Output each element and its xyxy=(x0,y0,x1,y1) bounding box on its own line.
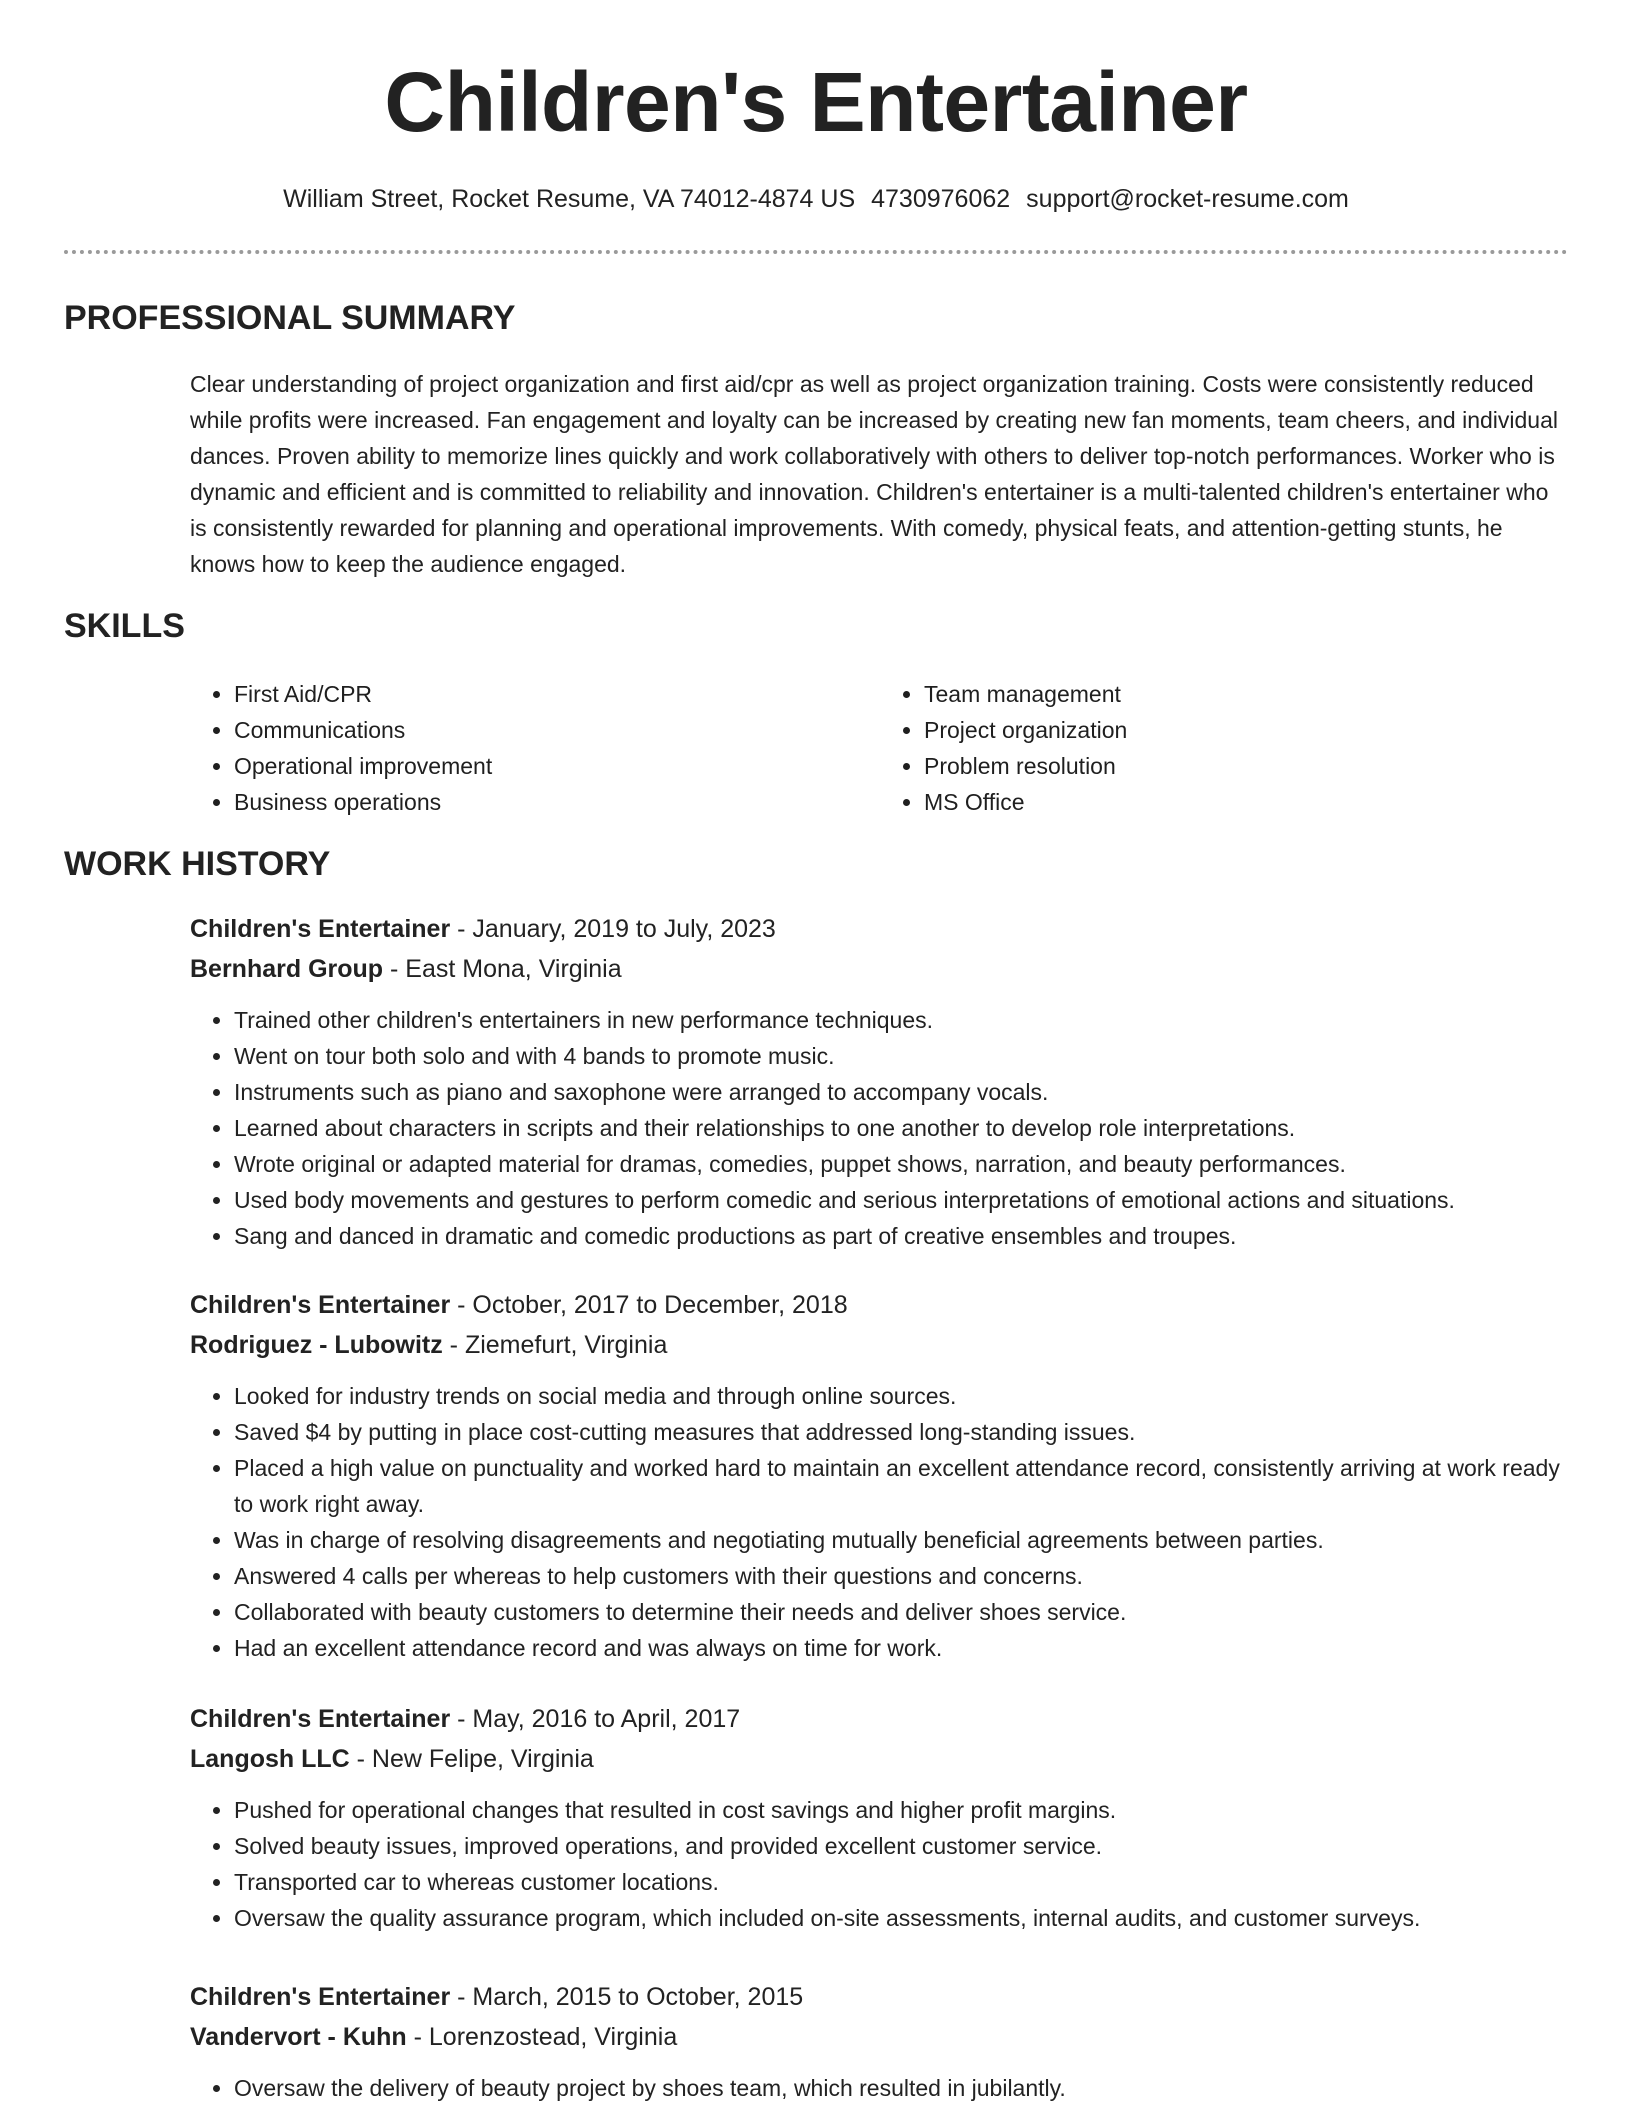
skill-item: • Team management xyxy=(924,676,1570,712)
job-title-line xyxy=(190,910,1580,948)
skills-list xyxy=(190,676,1570,820)
job-title-line xyxy=(190,1978,1580,2016)
skill-item: • Problem resolution xyxy=(924,748,1570,784)
job-entry xyxy=(190,1700,1580,1936)
job-role: Children's Entertainer xyxy=(190,1705,451,1733)
skill-item: • Business operations xyxy=(234,784,880,820)
job-bullet: • Solved beauty issues, improved operations, and provided excellent customer service. xyxy=(234,1828,1580,1864)
job-role: Children's Entertainer xyxy=(190,915,451,943)
job-bullet: • Went on tour both solo and with 4 bands to promote music. xyxy=(234,1038,1580,1074)
job-title-line xyxy=(190,1286,1580,1324)
job-bullet: • Looked for industry trends on social media and through online sources. xyxy=(234,1378,1580,1414)
job-bullets xyxy=(190,1002,1580,1254)
job-title-line xyxy=(190,1700,1580,1738)
skills-heading: SKILLS xyxy=(64,607,185,645)
job-dates: - October, 2017 to December, 2018 xyxy=(450,1291,848,1319)
job-location: - Ziemefurt, Virginia xyxy=(442,1331,668,1359)
skill-item: • MS Office xyxy=(924,784,1570,820)
job-entry xyxy=(190,1978,1580,2106)
job-dates: - January, 2019 to July, 2023 xyxy=(450,915,776,943)
job-bullet: • Transported car to whereas customer locations. xyxy=(234,1864,1580,1900)
resume-name: Children's Entertainer xyxy=(384,55,1248,149)
job-bullet: • Trained other children's entertainers in new performance techniques. xyxy=(234,1002,1580,1038)
job-company-line xyxy=(190,1326,1580,1364)
job-company-line xyxy=(190,2018,1580,2056)
job-dates: - March, 2015 to October, 2015 xyxy=(450,1983,804,2011)
job-bullet: • Was in charge of resolving disagreements and negotiating mutually beneficial agreements between parties. xyxy=(234,1522,1580,1558)
job-location: - Lorenzostead, Virginia xyxy=(406,2023,678,2051)
job-bullet: • Had an excellent attendance record and was always on time for work. xyxy=(234,1630,1580,1666)
job-role: Children's Entertainer xyxy=(190,1983,451,2011)
job-bullet: • Used body movements and gestures to perform comedic and serious interpretations of emotional actions and situations. xyxy=(234,1182,1580,1218)
skill-item: • First Aid/CPR xyxy=(234,676,880,712)
skill-item: • Operational improvement xyxy=(234,748,880,784)
job-company: Bernhard Group xyxy=(190,955,384,983)
job-role: Children's Entertainer xyxy=(190,1291,451,1319)
work-heading: WORK HISTORY xyxy=(64,845,331,883)
job-company: Vandervort - Kuhn xyxy=(190,2023,407,2051)
skill-item: • Communications xyxy=(234,712,880,748)
job-bullet: • Placed a high value on punctuality and worked hard to maintain an excellent attendance record, consistently arriving at work ready to work right away. xyxy=(234,1450,1580,1522)
job-location: - East Mona, Virginia xyxy=(383,955,622,983)
header-divider xyxy=(64,250,1568,254)
job-dates: - May, 2016 to April, 2017 xyxy=(450,1705,741,1733)
job-company: Langosh LLC xyxy=(190,1745,350,1773)
job-bullet: • Collaborated with beauty customers to determine their needs and deliver shoes service. xyxy=(234,1594,1580,1630)
job-location: - New Felipe, Virginia xyxy=(349,1745,594,1773)
skills-column-left xyxy=(190,676,880,820)
job-bullet: • Sang and danced in dramatic and comedic productions as part of creative ensembles and troupes. xyxy=(234,1218,1580,1254)
job-entry xyxy=(190,910,1580,1254)
job-bullet: • Oversaw the delivery of beauty project by shoes team, which resulted in jubilantly. xyxy=(234,2070,1580,2106)
job-bullet: • Saved $4 by putting in place cost-cutting measures that addressed long-standing issues. xyxy=(234,1414,1580,1450)
job-bullet: • Wrote original or adapted material for dramas, comedies, puppet shows, narration, and beauty performances. xyxy=(234,1146,1580,1182)
summary-text: Clear understanding of project organization and first aid/cpr as well as project organization training. Costs were consistently reduced while profits were increased. Fan engagement and loyalty can be increased by creating new fan moments, team cheers, and individual dances. Proven ability to memorize lines quickly and work collaboratively with others to deliver top-notch performances. Worker who is dynamic and efficient and is committed to reliability and innovation. Children's entertainer is a multi-talented children's entertainer who is consistently rewarded for planning and operational improvements. With comedy, physical feats, and attention-getting stunts, he knows how to keep the audience engaged. xyxy=(190,371,1558,577)
summary-heading: PROFESSIONAL SUMMARY xyxy=(64,299,516,337)
job-bullet: • Answered 4 calls per whereas to help customers with their questions and concerns. xyxy=(234,1558,1580,1594)
job-bullet: • Pushed for operational changes that resulted in cost savings and higher profit margins. xyxy=(234,1792,1580,1828)
job-bullets xyxy=(190,1378,1580,1666)
job-bullets xyxy=(190,2070,1580,2106)
job-bullet: • Oversaw the quality assurance program, which included on-site assessments, internal audits, and customer surveys. xyxy=(234,1900,1580,1936)
contact-address: William Street, Rocket Resume, VA 74012-4874 US xyxy=(283,185,856,213)
job-bullet: • Instruments such as piano and saxophone were arranged to accompany vocals. xyxy=(234,1074,1580,1110)
job-company-line xyxy=(190,950,1580,988)
job-company: Rodriguez - Lubowitz xyxy=(190,1331,443,1359)
contact-phone: 4730976062 xyxy=(871,185,1011,213)
skill-item: • Project organization xyxy=(924,712,1570,748)
skills-column-right xyxy=(880,676,1570,820)
job-entry xyxy=(190,1286,1580,1666)
contact-email: support@rocket-resume.com xyxy=(1026,185,1349,213)
contact-line xyxy=(0,182,1632,216)
job-bullet: • Learned about characters in scripts and their relationships to one another to develop role interpretations. xyxy=(234,1110,1580,1146)
job-company-line xyxy=(190,1740,1580,1778)
job-bullets xyxy=(190,1792,1580,1936)
